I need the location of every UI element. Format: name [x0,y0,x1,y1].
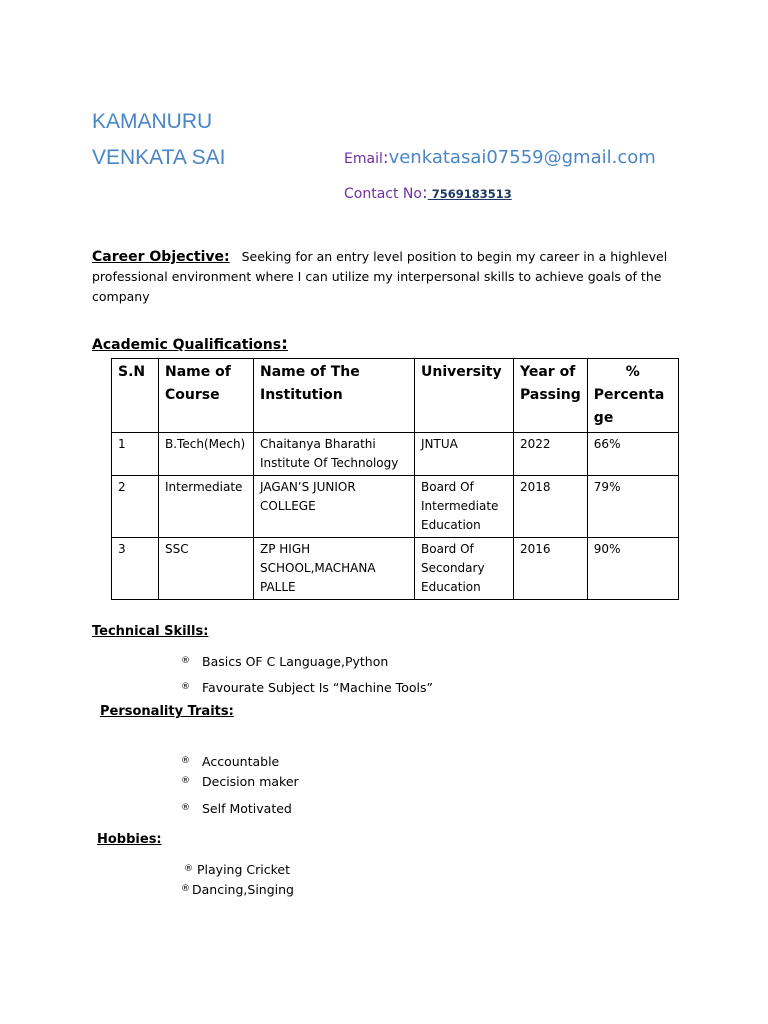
email-colon: : [382,148,389,168]
registered-mark-bullet-icon: ® [181,682,190,692]
email-row [344,147,656,168]
registered-mark-bullet-icon: ® [184,864,193,874]
academic-heading-row [92,334,288,354]
academic-table [111,358,679,600]
registered-mark-bullet-icon: ® [181,803,190,813]
academic-heading-colon: : [281,334,288,354]
cell-percentage: 90% [587,538,678,600]
hobbies-heading: Hobbies: [97,832,162,847]
technical-skills-heading: Technical Skills: [92,624,209,639]
contact-label: Contact No [344,186,422,202]
email-label: Email [344,151,383,167]
table-row [112,538,679,600]
col-header-year: Year of Passing [514,359,588,433]
personality-traits-heading: Personality Traits: [100,704,234,719]
cell-course: Intermediate [159,476,254,538]
technical-skill-item: Basics OF C Language,Python [202,654,389,669]
career-objective-heading: Career Objective [92,249,225,265]
technical-skill-item: Favourate Subject Is “Machine Tools” [202,680,433,695]
col-header-percentage [587,359,678,433]
col-header-percent-word: Percentage [593,387,665,426]
contact-colon: : [421,183,428,203]
personality-trait-item: Decision maker [202,774,299,789]
cell-sn: 3 [112,538,159,600]
col-header-university: University [415,359,514,433]
cell-course: B.Tech(Mech) [159,433,254,476]
hobby-item: Dancing,Singing [192,882,294,897]
cell-institution: JAGAN’S JUNIOR COLLEGE [254,476,415,538]
cell-university: Board Of Intermediate Education [415,476,514,538]
candidate-name-last: VENKATA SAI [92,146,226,169]
table-header-row [112,359,679,433]
cell-sn: 1 [112,433,159,476]
col-header-course: Name of Course [159,359,254,433]
career-objective-colon: : [224,249,230,265]
table-row [112,476,679,538]
cell-year: 2016 [514,538,588,600]
col-header-institution: Name of The Institution [254,359,415,433]
registered-mark-bullet-icon: ® [181,756,190,766]
cell-institution: ZP HIGH SCHOOL,MACHANA PALLE [254,538,415,600]
cell-percentage: 79% [587,476,678,538]
cell-percentage: 66% [587,433,678,476]
table-row [112,433,679,476]
registered-mark-bullet-icon: ® [181,656,190,666]
cell-year: 2022 [514,433,588,476]
cell-year: 2018 [514,476,588,538]
cell-institution: Chaitanya Bharathi Institute Of Technology [254,433,415,476]
personality-trait-item: Accountable [202,754,280,769]
cell-sn: 2 [112,476,159,538]
cell-course: SSC [159,538,254,600]
hobby-item: Playing Cricket [197,862,290,877]
col-header-percent-symbol: % [625,364,640,380]
cell-university: JNTUA [415,433,514,476]
registered-mark-bullet-icon: ® [181,884,190,894]
cell-university: Board Of Secondary Education [415,538,514,600]
academic-heading: Academic Qualifications [92,337,282,353]
career-objective-text: Seeking for an entry level position to begin my career in a highlevel professional environment where I can utilize my interpersonal skills to achieve goals of the company [92,249,668,304]
email-value[interactable]: venkatasai07559@gmail.com [388,147,656,168]
personality-trait-item: Self Motivated [202,801,292,816]
contact-row [344,183,512,203]
contact-value[interactable]: 7569183513 [427,187,512,201]
career-objective [92,247,682,307]
registered-mark-bullet-icon: ® [181,776,190,786]
candidate-name-first: KAMANURU [92,110,213,133]
col-header-sn: S.N [112,359,159,433]
